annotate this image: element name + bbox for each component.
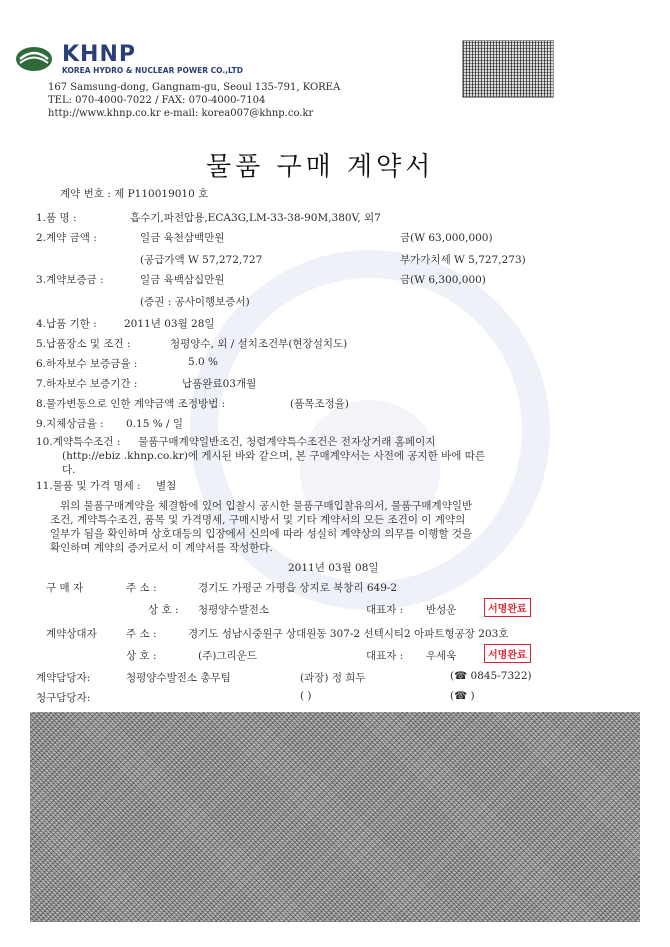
supply-price: (공급가액 W 57,272,727 [140,254,263,266]
paragraph-line-2: 조건, 계약특수조건, 품목 및 가격명세, 구매시방서 및 기타 계약서의 모든 조건이 이 계약의 [50,514,466,526]
item-label-4: 4.납품 기한 : [36,318,97,330]
redacted-scan-area [30,712,640,922]
contract-amount: 금(W 63,000,000) [400,232,493,244]
item-label-7: 7.하자보수 보증기간 : [36,378,138,390]
seller-address: 경기도 성남시중원구 상대원동 307-2 선텍시티2 아파트형공장 203호 [188,628,509,640]
seller-name-label: 상 호 : [126,650,157,662]
buyer-name: 청평양수발전소 [198,604,270,616]
buyer-rep-label: 대표자 : [366,604,404,616]
billing-manager-phone: (☎ ) [450,690,475,702]
buyer-address-label: 주 소 : [126,582,157,594]
contract-manager-phone: (☎ 0845-7322) [450,670,532,682]
deposit-note: (증권 : 공사이행보증서) [140,296,250,308]
seller-rep: 우세욱 [426,650,457,662]
seller-address-label: 주 소 : [126,628,157,640]
item-10-line-2: (http://ebiz .khnp.co.kr)에 게시된 바와 같으며, 본 구매계약서는 사전에 공지한 바에 따른 [62,450,486,462]
item-label-2: 2.계약 금액 : [36,232,97,244]
deposit-amount: 금(W 6,300,000) [400,274,486,286]
contract-manager-name: (과장) 정 희두 [300,672,366,684]
item-value-10: 물품구매계약일반조건, 청렴계약특수조건은 전자상거래 홈페이지 [138,436,436,448]
buyer-role: 구 매 자 [46,582,84,594]
document-title: 물품 구매 계약서 [206,152,435,182]
paragraph-line-4: 확인하며 계약의 증거로서 이 계약서를 작성한다. [50,542,273,554]
item-value-7: 납품완료03개월 [182,378,257,390]
paragraph-line-1: 위의 물품구매계약을 체결함에 있어 입찰시 공시한 물품구매입찰유의서, 물품구매계약일반 [60,500,473,512]
item-label-3: 3.계약보증금 : [36,274,104,286]
item-label-6: 6.하자보수 보증금율 : [36,358,138,370]
contract-date: 2011년 03월 08일 [288,562,379,574]
item-label-5: 5.납품장소 및 조건 : [36,338,131,350]
buyer-address: 경기도 가평군 가평읍 상지로 북창리 649-2 [198,582,398,594]
paragraph-line-3: 일부가 됨을 확인하며 상호대등의 입장에서 신의에 따라 성실히 계약상의 의무를 이행할 것을 [50,528,473,540]
item-label-8: 8.물가변동으로 인한 계약금액 조정방법 : [36,398,226,410]
seller-role: 계약상대자 [46,628,97,640]
item-label-11: 11.물품 및 가격 명세 : [36,480,141,492]
billing-manager-label: 청구담당자: [36,692,91,704]
item-10-line-3: 다. [62,464,76,476]
company-address: 167 Samsung-dong, Gangnam-gu, Seoul 135-791, KOREA [48,82,341,93]
company-web-email: http://www.khnp.co.kr e-mail: korea007@khnp.co.kr [48,108,314,119]
buyer-signature-stamp: 서명완료 [484,598,531,617]
company-name: KOREA HYDRO & NUCLEAR POWER CO.,LTD [62,66,243,75]
item-value-5: 청평양수, 외 / 설치조건부(현장설치도) [170,338,348,350]
seller-name: (주)그리운드 [198,650,257,662]
item-value-1: 흡수기,파전압용,ECA3G,LM-33-38-90M,380V, 외7 [130,212,381,224]
item-value-3: 일금 육백삼십만원 [140,274,225,286]
item-value-6: 5.0 % [188,356,219,368]
item-value-9: 0.15 % / 일 [126,418,184,430]
logo-text: KHNP [62,42,136,67]
seller-signature-stamp: 서명완료 [484,644,531,663]
item-value-4: 2011년 03월 28일 [124,318,215,330]
company-tel-fax: TEL: 070-4000-7022 / FAX: 070-4000-7104 [48,95,266,106]
buyer-name-label: 상 호 : [148,604,179,616]
item-label-1: 1.품 명 : [36,212,77,224]
billing-manager-name: ( ) [300,690,312,702]
contract-manager-dept: 청평양수발전소 총무팀 [126,672,231,684]
item-value-11: 별첨 [156,480,177,492]
item-value-2: 일금 육천삼백만원 [140,232,225,244]
item-label-9: 9.지체상금율 : [36,418,104,430]
khnp-logo-icon [14,44,58,74]
seller-rep-label: 대표자 : [366,650,404,662]
buyer-rep: 반성운 [426,604,457,616]
contract-manager-label: 계약담당자: [36,672,91,684]
barcode-image [462,40,554,98]
contract-number: 계약 번호 : 제 P110019010 호 [60,188,209,200]
item-value-8: (품목조정율) [290,398,349,410]
item-label-10: 10.계약특수조건 : [36,436,121,448]
vat-amount: 부가가치세 W 5,727,273) [400,254,526,266]
